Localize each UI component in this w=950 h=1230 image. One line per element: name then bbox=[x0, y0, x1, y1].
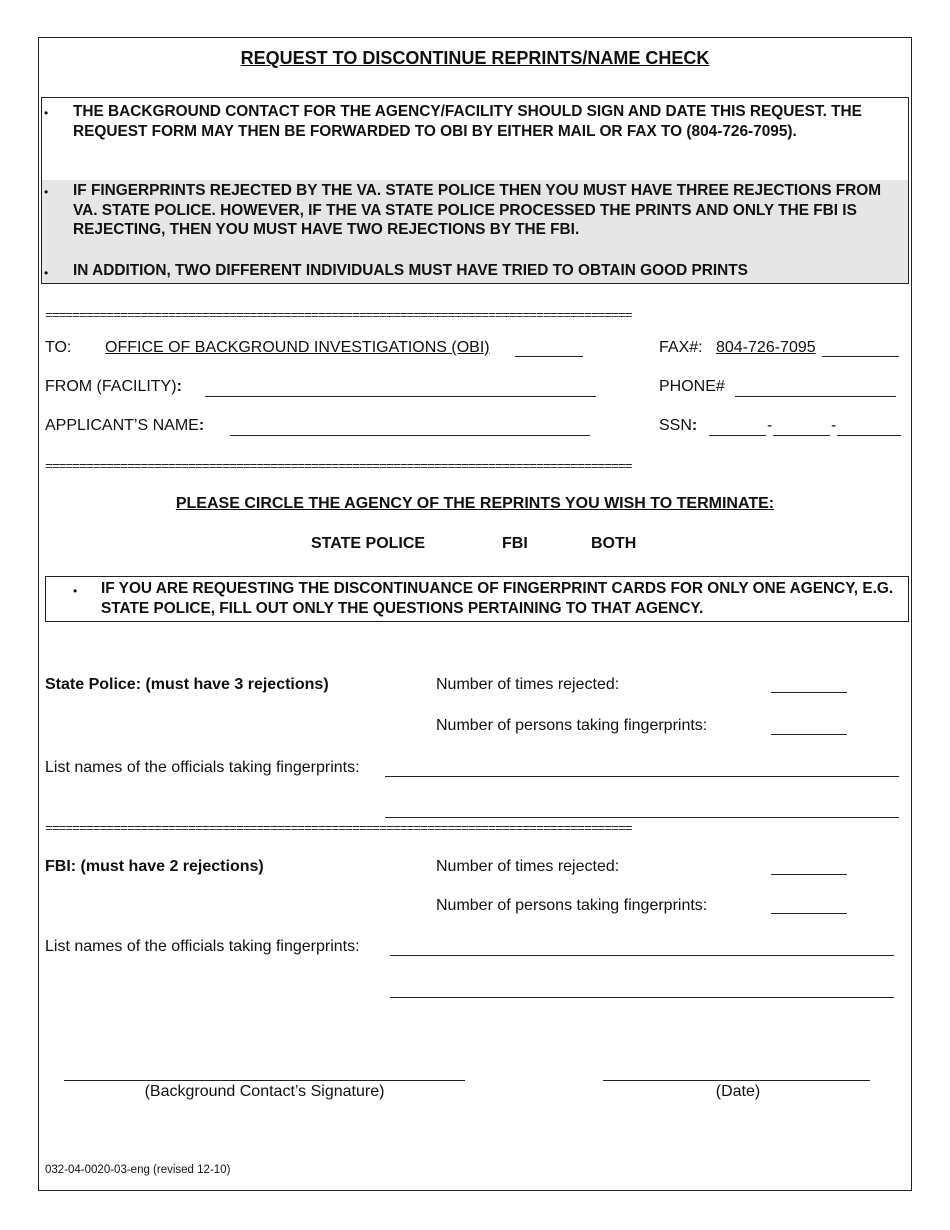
bullet-icon: • bbox=[44, 106, 49, 120]
fbi-times-rejected-field[interactable] bbox=[771, 874, 847, 875]
ssn-dash: - bbox=[767, 417, 773, 434]
instruction-3: IN ADDITION, TWO DIFFERENT INDIVIDUALS MUST HAVE TRIED TO OBTAIN GOOD PRINTS bbox=[73, 262, 748, 279]
option-both[interactable]: BOTH bbox=[591, 535, 637, 552]
sp-list-names-field-1[interactable] bbox=[385, 776, 899, 777]
sp-times-rejected-label: Number of times rejected: bbox=[436, 676, 620, 693]
fax-underline bbox=[822, 356, 899, 357]
ssn-dash: - bbox=[831, 417, 837, 434]
fbi-persons-taking-field[interactable] bbox=[771, 913, 847, 914]
to-underline bbox=[515, 356, 583, 357]
bullet-icon: • bbox=[73, 584, 78, 598]
phone-field[interactable] bbox=[735, 396, 896, 397]
circle-agency-heading: PLEASE CIRCLE THE AGENCY OF THE REPRINTS YOU WISH TO TERMINATE: bbox=[175, 495, 775, 512]
ssn-field-part-3[interactable] bbox=[837, 435, 901, 436]
from-facility-label: FROM (FACILITY): bbox=[45, 378, 182, 395]
form-title: REQUEST TO DISCONTINUE REPRINTS/NAME CHECK bbox=[240, 48, 710, 68]
to-value: OFFICE OF BACKGROUND INVESTIGATIONS (OBI) bbox=[105, 339, 490, 356]
date-field[interactable] bbox=[603, 1080, 870, 1081]
instruction-1: THE BACKGROUND CONTACT FOR THE AGENCY/FACILITY SHOULD SIGN AND DATE THIS REQUEST. THE REQUEST FORM MAY THEN BE FORWARDED TO OBI BY EITHER MAIL OR FAX TO (804-726-7095). bbox=[73, 103, 862, 140]
phone-label: PHONE# bbox=[659, 378, 725, 395]
ssn-label: SSN: bbox=[659, 417, 698, 434]
fbi-list-names-field-2[interactable] bbox=[390, 997, 894, 998]
form-id: 032-04-0020-03-eng (revised 12-10) bbox=[45, 1164, 231, 1176]
fax-label: FAX#: bbox=[659, 339, 703, 356]
ssn-field-part-1[interactable] bbox=[709, 435, 766, 436]
sp-persons-taking-label: Number of persons taking fingerprints: bbox=[436, 717, 708, 734]
separator-line: ====================================================================================== bbox=[45, 822, 632, 836]
fbi-list-names-field-1[interactable] bbox=[390, 955, 894, 956]
option-state-police[interactable]: STATE POLICE bbox=[311, 535, 426, 552]
fbi-persons-taking-label: Number of persons taking fingerprints: bbox=[436, 897, 708, 914]
separator-line: ====================================================================================== bbox=[45, 460, 632, 474]
sp-list-names-field-2[interactable] bbox=[385, 817, 899, 818]
sp-times-rejected-field[interactable] bbox=[771, 692, 847, 693]
signature-label: (Background Contact’s Signature) bbox=[144, 1083, 385, 1100]
fbi-times-rejected-label: Number of times rejected: bbox=[436, 858, 620, 875]
date-label: (Date) bbox=[715, 1083, 761, 1100]
signature-field[interactable] bbox=[64, 1080, 465, 1081]
fax-value: 804-726-7095 bbox=[716, 339, 816, 356]
separator-line: ====================================================================================== bbox=[45, 309, 632, 323]
bullet-icon: • bbox=[44, 185, 49, 199]
fbi-list-names-label: List names of the officials taking fingerprints: bbox=[45, 938, 360, 955]
fbi-heading: FBI: (must have 2 rejections) bbox=[45, 858, 264, 875]
state-police-heading: State Police: (must have 3 rejections) bbox=[45, 676, 329, 693]
sp-list-names-label: List names of the officials taking fingerprints: bbox=[45, 759, 360, 776]
applicant-name-label: APPLICANT’S NAME: bbox=[45, 417, 205, 434]
ssn-field-part-2[interactable] bbox=[773, 435, 830, 436]
from-facility-field[interactable] bbox=[205, 396, 596, 397]
option-fbi[interactable]: FBI bbox=[502, 535, 528, 552]
instruction-2: IF FINGERPRINTS REJECTED BY THE VA. STATE POLICE THEN YOU MUST HAVE THREE REJECTIONS FROM VA. STATE POLICE. HOWEVER, IF THE VA STATE POLICE PROCESSED THE PRINTS AND ONLY THE FBI IS REJECTING, THEN YOU MUST HAVE TWO REJECTIONS BY THE FBI. bbox=[73, 182, 882, 238]
sp-persons-taking-field[interactable] bbox=[771, 734, 847, 735]
applicant-name-field[interactable] bbox=[230, 435, 590, 436]
note-text: IF YOU ARE REQUESTING THE DISCONTINUANCE OF FINGERPRINT CARDS FOR ONLY ONE AGENCY, E.G. STATE POLICE, FILL OUT ONLY THE QUESTIONS PERTAINING TO THAT AGENCY. bbox=[101, 580, 894, 617]
to-label: TO: bbox=[45, 339, 72, 356]
bullet-icon: • bbox=[44, 266, 49, 280]
